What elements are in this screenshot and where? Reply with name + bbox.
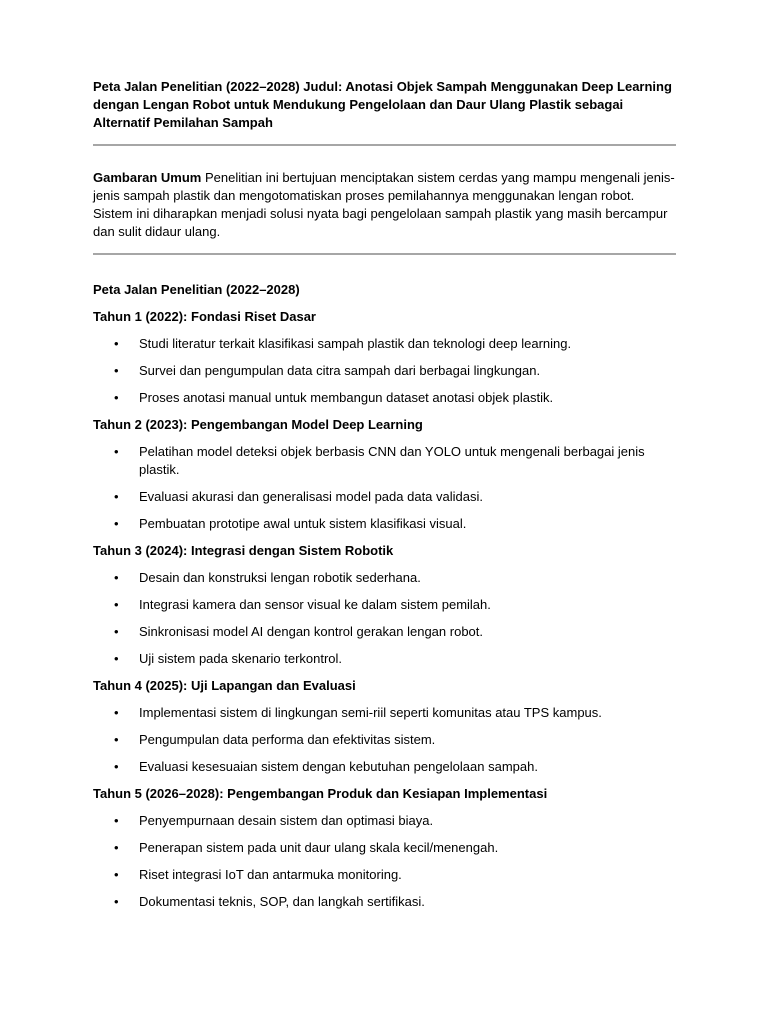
overview-lead: Gambaran Umum xyxy=(93,170,202,185)
bullet-icon: • xyxy=(114,624,119,639)
list-item xyxy=(93,812,676,830)
bullet-icon: • xyxy=(114,840,119,855)
overview-paragraph xyxy=(93,169,676,241)
list-item xyxy=(93,335,676,353)
bullet-icon: • xyxy=(114,444,119,459)
year-item-list xyxy=(93,335,676,407)
roadmap-years xyxy=(93,308,676,911)
list-item-text: Dokumentasi teknis, SOP, dan langkah sertifikasi. xyxy=(139,894,425,909)
list-item xyxy=(93,893,676,911)
year-item-list xyxy=(93,704,676,776)
list-item xyxy=(93,389,676,407)
bullet-icon: • xyxy=(114,813,119,828)
year-heading: Tahun 2 (2023): Pengembangan Model Deep Learning xyxy=(93,417,423,432)
bullet-icon: • xyxy=(114,516,119,531)
document-title: Peta Jalan Penelitian (2022–2028) Judul: Anotasi Objek Sampah Menggunakan Deep Learning dengan Lengan Robot untuk Mendukung Pengelolaan dan Daur Ulang Plastik sebagai Alternatif Pemilahan Sampah xyxy=(93,79,672,130)
list-item-text: Studi literatur terkait klasifikasi sampah plastik dan teknologi deep learning. xyxy=(139,336,572,351)
bullet-icon: • xyxy=(114,759,119,774)
bullet-icon: • xyxy=(114,894,119,909)
bullet-icon: • xyxy=(114,651,119,666)
list-item xyxy=(93,443,676,479)
list-item-text: Pembuatan prototipe awal untuk sistem klasifikasi visual. xyxy=(139,516,467,531)
bullet-icon: • xyxy=(114,489,119,504)
bullet-icon: • xyxy=(114,390,119,405)
list-item xyxy=(93,758,676,776)
list-item-text: Evaluasi akurasi dan generalisasi model pada data validasi. xyxy=(139,489,483,504)
list-item-text: Proses anotasi manual untuk membangun dataset anotasi objek plastik. xyxy=(139,390,554,405)
list-item-text: Survei dan pengumpulan data citra sampah dari berbagai lingkungan. xyxy=(139,363,541,378)
list-item-text: Penyempurnaan desain sistem dan optimasi biaya. xyxy=(139,813,434,828)
bullet-icon: • xyxy=(114,363,119,378)
bullet-icon: • xyxy=(114,732,119,747)
year-item-list xyxy=(93,569,676,668)
bullet-icon: • xyxy=(114,597,119,612)
list-item-text: Implementasi sistem di lingkungan semi-riil seperti komunitas atau TPS kampus. xyxy=(139,705,602,720)
bullet-icon: • xyxy=(114,570,119,585)
list-item xyxy=(93,488,676,506)
list-item-text: Uji sistem pada skenario terkontrol. xyxy=(139,651,343,666)
list-item xyxy=(93,569,676,587)
year-heading: Tahun 3 (2024): Integrasi dengan Sistem Robotik xyxy=(93,543,394,558)
list-item xyxy=(93,515,676,533)
list-item xyxy=(93,866,676,884)
list-item xyxy=(93,731,676,749)
list-item-text: Sinkronisasi model AI dengan kontrol gerakan lengan robot. xyxy=(139,624,483,639)
bullet-icon: • xyxy=(114,705,119,720)
list-item xyxy=(93,362,676,380)
list-item-text: Desain dan konstruksi lengan robotik sederhana. xyxy=(139,570,421,585)
list-item-text: Penerapan sistem pada unit daur ulang skala kecil/menengah. xyxy=(139,840,499,855)
list-item xyxy=(93,704,676,722)
list-item-text: Riset integrasi IoT dan antarmuka monitoring. xyxy=(139,867,402,882)
document-page xyxy=(93,78,676,920)
year-item-list xyxy=(93,443,676,533)
year-item-list xyxy=(93,812,676,911)
bullet-icon: • xyxy=(114,867,119,882)
year-heading: Tahun 5 (2026–2028): Pengembangan Produk dan Kesiapan Implementasi xyxy=(93,786,548,801)
list-item-text: Evaluasi kesesuaian sistem dengan kebutuhan pengelolaan sampah. xyxy=(139,759,538,774)
overview-text: Penelitian ini bertujuan menciptakan sistem cerdas yang mampu mengenali jenis-jenis sampah plastik dan mengotomatiskan proses pemilahannya menggunakan lengan robot. Sistem ini diharapkan menjadi solusi nyata bagi pengelolaan sampah plastik yang masih bercampur dan sulit didaur ulang. xyxy=(93,170,675,239)
divider xyxy=(93,253,676,255)
year-heading: Tahun 4 (2025): Uji Lapangan dan Evaluasi xyxy=(93,678,356,693)
list-item-text: Pengumpulan data performa dan efektivitas sistem. xyxy=(139,732,436,747)
list-item xyxy=(93,839,676,857)
year-heading: Tahun 1 (2022): Fondasi Riset Dasar xyxy=(93,309,316,324)
bullet-icon: • xyxy=(114,336,119,351)
list-item xyxy=(93,596,676,614)
list-item-text: Integrasi kamera dan sensor visual ke dalam sistem pemilah. xyxy=(139,597,491,612)
list-item xyxy=(93,623,676,641)
list-item xyxy=(93,650,676,668)
list-item-text: Pelatihan model deteksi objek berbasis CNN dan YOLO untuk mengenali berbagai jenis plastik. xyxy=(139,444,645,477)
roadmap-heading: Peta Jalan Penelitian (2022–2028) xyxy=(93,282,300,297)
divider xyxy=(93,144,676,146)
